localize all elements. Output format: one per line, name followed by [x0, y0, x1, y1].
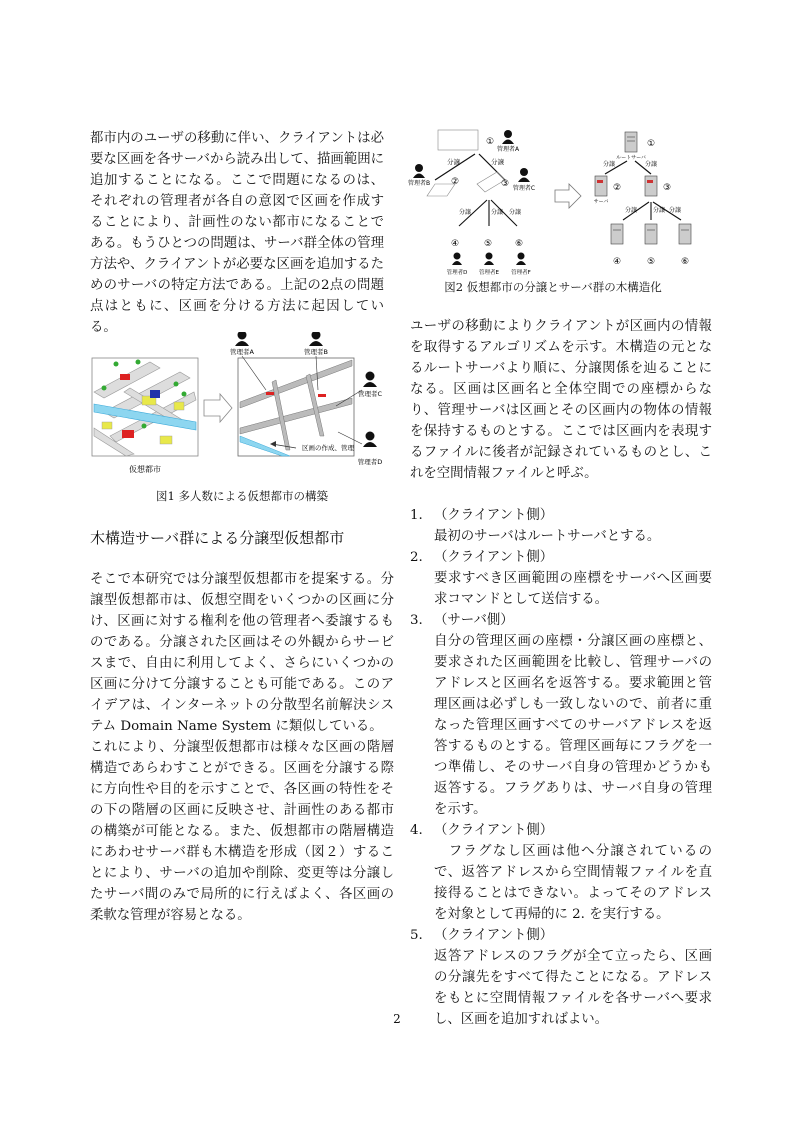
- fig2-server-e-icon: [645, 224, 657, 244]
- figure-1-create-label: 区画の作成、管理: [302, 444, 354, 452]
- fig2-server-6-label: ⑥: [680, 257, 690, 267]
- fig2-admin-a-label: 管理者A: [496, 146, 520, 153]
- fig2-admin-e-label: 管理者E: [479, 270, 499, 276]
- fig2-server-2-label: ②: [613, 183, 622, 193]
- fig2-admin-b-label: 管理者B: [407, 180, 431, 187]
- fig2-admin-d-label: 管理者D: [446, 270, 468, 276]
- fig2-node-2-label: ②: [451, 177, 460, 187]
- admin-a-icon: [235, 332, 249, 346]
- algorithm-steps: [410, 505, 712, 1030]
- fig2-bunjo-label-7: 分譲: [645, 161, 658, 168]
- step-number: 3.: [410, 613, 423, 628]
- fig2-server-c-icon: [645, 176, 657, 196]
- fig2-admin-a-icon: [502, 130, 514, 144]
- fig2-bunjo-label-1: 分譲: [447, 158, 460, 166]
- fig2-node-4-label: ④: [451, 239, 460, 249]
- fig2-arrow-icon: [555, 184, 581, 208]
- figure-1-admin-a-label: 管理者A: [230, 348, 254, 356]
- fig2-root-server-label: ルートサーバ: [616, 155, 646, 161]
- figure-1-caption: 図1 多人数による仮想都市の構築: [156, 489, 328, 503]
- step-text: 最初のサーバはルートサーバとする。: [434, 529, 661, 544]
- left-paragraph-3: これにより、分譲型仮想都市は様々な区画の階層構造であらわすことができる。区画を分譲する際に方向性や目的を示すことで、各区画の特性をその下の階層の区画に反映させ、計画性のある都市の構築が可能となる。また、仮想都市の階層構造にあわせサーバ群も木構造を形成（図２）することにより、サーバの追加や削除、変更等は分譲したサーバ間のみで局所的に行えばよく、各区画の柔軟な管理が容易となる。: [90, 740, 394, 923]
- fig2-server-4-label: ④: [612, 257, 622, 267]
- fig2-node-3-label: ③: [501, 179, 510, 189]
- page-number: 2: [393, 1012, 401, 1026]
- step-number: 2.: [410, 550, 423, 565]
- step-number: 4.: [410, 823, 423, 838]
- left-paragraph-2: そこで本研究では分譲型仮想都市を提案する。分譲型仮想都市は、仮想空間をいくつかの区画に分け、区画に対する権利を他の管理者へ委譲するものである。分譲された区画はその外観からサービスまで、自由に利用してよく、さらにいくつかの区画に分けて分譲することも可能である。このアイデアは、インターネットの分散型名前解決システム Domain Name System に類似している。: [90, 572, 394, 734]
- step-actor: （クライアント側）: [434, 928, 554, 943]
- fig2-admin-e-icon: [484, 253, 494, 266]
- step-number: 1.: [410, 508, 423, 523]
- figure-1-admin-c-label: 管理者C: [357, 390, 383, 398]
- figure-2: [405, 128, 701, 276]
- step-item: [410, 505, 712, 547]
- fig2-server-label-b: サーバ: [593, 199, 609, 205]
- admin-d-icon: [363, 432, 377, 448]
- step-number: 5.: [410, 928, 423, 943]
- left-paragraph-1: 都市内のユーザの移動に伴い、クライアントは必要な区画を各サーバから読み出して、描画範囲に追加することになる。ここで問題になるのは、それぞれの管理者が各自の意図で区画を作成することにより、計画性のない都市になることである。もうひとつの問題は、サーバ群全体の管理方法や、クライアントが必要な区画を追加するためのサーバの特定方法である。上記の2点の問題点はともに、区画を分ける方法に起因している。: [90, 131, 384, 335]
- fig2-root-server-icon: [625, 132, 637, 152]
- fig2-server-5-label: ⑤: [646, 257, 656, 267]
- figure-1-city-label: 仮想都市: [129, 465, 161, 474]
- step-actor: （サーバ側）: [434, 613, 514, 628]
- right-paragraph-1: ユーザの移動によりクライアントが区画内の情報を取得するアルゴリズムを示す。木構造の元となるルートサーバより順に、分譲関係を辿ることになる。区画は区画名と全体空間での座標からなり、管理サーバは区画とその区画内の物体の情報を保持するものとする。ここでは区画内を表現するファイルに後者が記録されているものとし、これを空間情報ファイルと呼ぶ。: [410, 319, 712, 481]
- figure-1-arrow-icon: [204, 394, 232, 422]
- fig2-bunjo-label-9: 分譲: [653, 207, 666, 214]
- fig2-bunjo-label-3: 分譲: [459, 209, 472, 216]
- fig2-server-f-icon: [679, 224, 691, 244]
- figure-1-admin-b-label: 管理者B: [304, 348, 328, 356]
- fig2-admin-f-label: 管理者F: [511, 270, 531, 276]
- step-actor: （クライアント側）: [434, 550, 554, 565]
- fig2-bunjo-label-2: 分譲: [491, 158, 504, 166]
- admin-c-icon: [363, 372, 377, 388]
- fig2-server-b-icon: [595, 176, 607, 196]
- figure-1: [90, 332, 394, 482]
- fig2-server-3-label: ③: [663, 183, 672, 193]
- fig2-admin-d-icon: [452, 253, 462, 266]
- section-heading: 木構造サーバ群による分譲型仮想都市: [90, 529, 345, 547]
- step-item: [410, 820, 712, 925]
- fig2-bunjo-label-10: 分譲: [669, 207, 682, 214]
- fig2-admin-c-label: 管理者C: [512, 185, 536, 192]
- fig2-server-1-label: ①: [647, 139, 656, 149]
- admin-b-icon: [309, 332, 323, 346]
- step-text: 返答アドレスのフラグが全て立ったら、区画の分譲先をすべて得たことになる。アドレスをもとに空間情報ファイルを各サーバへ要求し、区画を追加すればよい。: [434, 949, 712, 1027]
- step-text: 要求すべき区画範囲の座標をサーバへ区画要求コマンドとして送信する。: [434, 571, 712, 607]
- fig2-bunjo-label-5: 分譲: [509, 209, 522, 216]
- figure-1-admin-d-label: 管理者D: [357, 458, 383, 466]
- fig2-server-d-icon: [611, 224, 623, 244]
- step-text: フラグなし区画は他へ分譲されているので、返答アドレスから空間情報ファイルを直接得ることはできない。よってそのアドレスを対象として再帰的に 2. を実行する。: [434, 844, 712, 922]
- fig2-node-5-label: ⑤: [484, 239, 493, 249]
- fig2-bunjo-label-4: 分譲: [491, 209, 504, 216]
- step-actor: （クライアント側）: [434, 508, 554, 523]
- step-text: 自分の管理区画の座標・分譲区画の座標と、要求された区画範囲を比較し、管理サーバのアドレスと区画名を返答する。要求範囲と管理区画は必ずしも一致しないので、前者に重なった管理区画すべてのサーバアドレスを返答するものとする。管理区画毎にフラグを一つ準備し、そのサーバ自身の管理かどうかも返答する。フラグありは、サーバ自身の管理を示す。: [434, 634, 712, 817]
- fig2-node-6-label: ⑥: [515, 239, 524, 249]
- figure-2-caption: 図2 仮想都市の分譲とサーバ群の木構造化: [444, 280, 662, 294]
- fig2-admin-f-icon: [516, 253, 526, 266]
- fig2-bunjo-label-6: 分譲: [603, 161, 616, 168]
- step-item: [410, 610, 712, 820]
- fig2-admin-c-icon: [518, 168, 530, 182]
- fig2-admin-b-icon: [413, 164, 425, 178]
- fig2-bunjo-label-8: 分譲: [625, 207, 638, 214]
- fig2-node-1-label: ①: [486, 137, 495, 147]
- step-actor: （クライアント側）: [434, 823, 554, 838]
- step-item: [410, 547, 712, 610]
